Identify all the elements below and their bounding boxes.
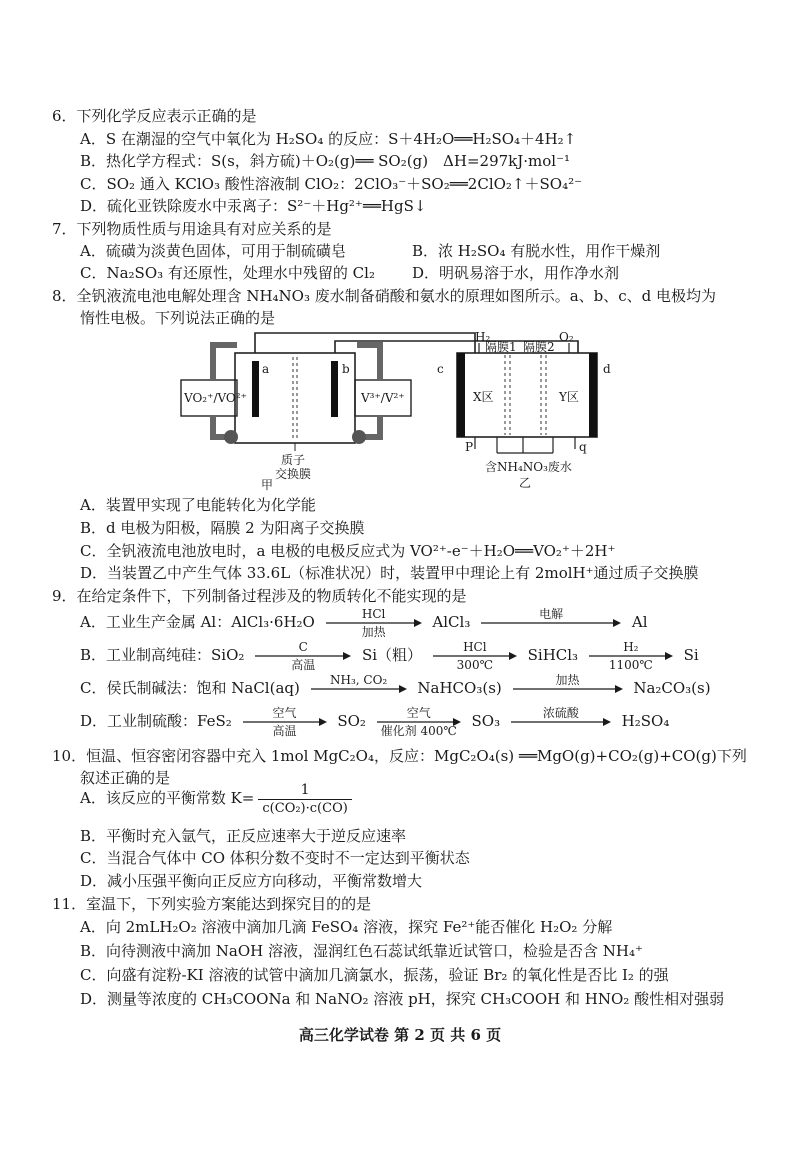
q8-option-c: C．全钒液流电池放电时，a 电极的电极反应式为 VO²⁺-e⁻＋H₂O══VO₂⁺＋2H⁺ [80, 542, 616, 560]
reaction-arrow: C 高温 [255, 641, 351, 671]
q9-b-m1: Si（粗） [361, 646, 423, 664]
q7-option-a: A．硫磺为淡黄色固体，可用于制硫磺皂 [80, 242, 346, 260]
q9-d-m1: SO₂ [337, 712, 366, 730]
label-electrode-a: a [262, 362, 270, 376]
label-device-yi: 乙 [519, 476, 532, 490]
q11-option-b: B．向待测液中滴加 NaOH 溶液，湿润红色石蕊试纸靠近试管口，检验是否含 NH₄⁺ [80, 942, 643, 960]
q9-a-m2: Al [631, 613, 648, 631]
q6-option-a: A．S 在潮湿的空气中氧化为 H₂SO₄ 的反应：S＋4H₂O══H₂SO₄＋4H₂↑ [80, 130, 577, 148]
reaction-arrow: 加热 [513, 674, 623, 704]
q8-stem-line1: 8．全钒液流电池电解处理含 NH₄NO₃ 废水制备硝酸和氨水的原理如图所示。a、b、c、d 电极均为 [52, 287, 717, 305]
q9-option-c [80, 673, 711, 704]
q11-stem: 11．室温下，下列实验方案能达到探究目的的是 [52, 895, 372, 913]
q7-option-d: D．明矾易溶于水，用作净水剂 [412, 264, 620, 282]
q9-stem: 9．在给定条件下，下列制备过程涉及的物质转化不能实现的是 [52, 587, 467, 605]
q9-option-d [80, 706, 669, 737]
q7-option-b: B．浓 H₂SO₄ 有脱水性，用作干燥剂 [412, 242, 661, 260]
q9-c-m1: NaHCO₃(s) [417, 679, 502, 697]
label-feed: 含NH₄NO₃废水 [485, 460, 572, 474]
q6-option-b: B．热化学方程式：S(s，斜方硫)＋O₂(g)══ SO₂(g) ΔH=297kJ·mol⁻¹ [80, 152, 571, 170]
q9-option-a [80, 607, 648, 638]
q9-c-label: C．侯氏制碱法：饱和 NaCl(aq) [80, 679, 300, 697]
reaction-arrow: NH₃, CO₂ [311, 674, 407, 704]
q10-a-text: A．该反应的平衡常数 K= [80, 789, 255, 807]
label-o2: O₂ [559, 330, 574, 344]
q9-c-m2: Na₂CO₃(s) [633, 679, 711, 697]
q11-option-d: D．测量等浓度的 CH₃COONa 和 NaNO₂ 溶液 pH，探究 CH₃COOH 和 HNO₂ 酸性相对强弱 [80, 990, 725, 1008]
q9-b-m2: SiHCl₃ [527, 646, 579, 664]
label-membrane1: 隔膜1 [485, 340, 517, 354]
q9-a-label: A．工业生产金属 Al：AlCl₃·6H₂O [80, 613, 315, 631]
reaction-arrow: 空气 高温 [243, 707, 327, 737]
q10-option-b: B．平衡时充入氩气，正反应速率大于逆反应速率 [80, 827, 407, 845]
reaction-arrow: 空气 催化剂 400℃ [377, 707, 461, 737]
electrolysis-figure [175, 325, 615, 490]
q9-option-b [80, 640, 699, 671]
q9-d-m3: H₂SO₄ [621, 712, 670, 730]
q11-option-a: A．向 2mLH₂O₂ 溶液中滴加几滴 FeSO₄ 溶液，探究 Fe²⁺能否催化 H₂O₂ 分解 [80, 918, 613, 936]
reaction-arrow: 电解 [481, 608, 621, 638]
label-membrane2: 交换膜 [275, 467, 312, 481]
reaction-arrow: 浓硫酸 [511, 707, 611, 737]
label-zone-x: X区 [473, 390, 494, 404]
equilibrium-constant-fraction: $\frac{1}{\text{c(CO₂)·c(CO)}}$ [258, 781, 351, 818]
label-zone-y: Y区 [559, 390, 579, 404]
q10-option-c: C．当混合气体中 CO 体积分数不变时不一定达到平衡状态 [80, 849, 470, 867]
label-h2: H₂ [475, 330, 491, 344]
q8-stem-line2: 惰性电极。下列说法正确的是 [80, 309, 276, 327]
q8-option-b: B．d 电极为阳极，隔膜 2 为阳离子交换膜 [80, 519, 365, 537]
q9-d-m2: SO₃ [471, 712, 501, 730]
q6-stem: 6．下列化学反应表示正确的是 [52, 107, 257, 125]
q9-d-label: D．工业制硫酸：FeS₂ [80, 712, 232, 730]
label-electrode-c: c [437, 362, 444, 376]
q9-b-label: B．工业制高纯硅：SiO₂ [80, 646, 245, 664]
label-membrane: 质子 [281, 453, 306, 467]
q9-b-m3: Si [683, 646, 699, 664]
q8-option-a: A．装置甲实现了电能转化为化学能 [80, 496, 316, 514]
label-outlet-p: P [465, 440, 474, 454]
q10-option-d: D．减小压强平衡向正反应方向移动，平衡常数增大 [80, 872, 423, 890]
label-membrane2-yi: 隔膜2 [523, 340, 555, 354]
label-tank-right: V³⁺/V²⁺ [361, 391, 405, 405]
q10-option-a [80, 778, 352, 818]
q6-option-c: C．SO₂ 通入 KClO₃ 酸性溶液制 ClO₂：2ClO₃⁻＋SO₂══2ClO₂↑＋SO₄²⁻ [80, 175, 583, 193]
q10-stem-line1: 10．恒温、恒容密闭容器中充入 1mol MgC₂O₄，反应：MgC₂O₄(s) ══MgO(g)+CO₂(g)+CO(g)下列 [52, 747, 747, 765]
q10-stem-line2: 叙述正确的是 [80, 769, 171, 787]
label-outlet-q: q [579, 440, 587, 454]
q7-stem: 7．下列物质性质与用途具有对应关系的是 [52, 220, 332, 238]
page-footer: 高三化学试卷 第 2 页 共 6 页 [298, 1026, 502, 1044]
q11-option-c: C．向盛有淀粉-KI 溶液的试管中滴加几滴氯水，振荡，验证 Br₂ 的氧化性是否比 I₂ 的强 [80, 966, 669, 984]
q6-option-d: D．硫化亚铁除废水中汞离子：S²⁻＋Hg²⁺══HgS↓ [80, 197, 427, 215]
q8-option-d: D．当装置乙中产生气体 33.6L（标准状况）时，装置甲中理论上有 2molH⁺通过质子交换膜 [80, 564, 699, 582]
q7-option-c: C．Na₂SO₃ 有还原性，处理水中残留的 Cl₂ [80, 264, 375, 282]
label-device-jia: 甲 [261, 478, 274, 492]
reaction-arrow: HCl 300℃ [433, 641, 517, 671]
label-electrode-d: d [603, 362, 611, 376]
label-tank-left: VO₂⁺/VO²⁺ [184, 391, 247, 405]
q9-a-m1: AlCl₃ [432, 613, 471, 631]
label-electrode-b: b [342, 362, 350, 376]
reaction-arrow: H₂ 1100℃ [589, 641, 673, 671]
reaction-arrow: HCl 加热 [326, 608, 422, 638]
